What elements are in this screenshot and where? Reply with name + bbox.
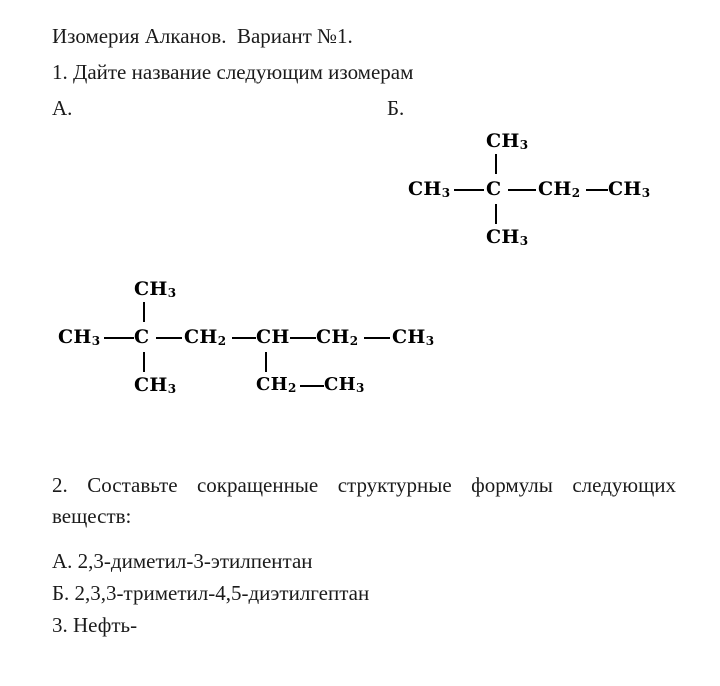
bond-vertical-bottom — [495, 204, 497, 224]
task-1-heading: 1. Дайте название следующим изомерам — [52, 60, 414, 84]
bond-a-h-6 — [300, 385, 324, 387]
bond-a-vertical-bottom-right — [265, 352, 267, 372]
bond-a-h-5 — [364, 337, 390, 339]
bond-h-1 — [454, 189, 484, 191]
task-3-heading: 3. Нефть- — [52, 613, 138, 637]
structure-b-chain-ch3-right: $CH_3$ — [608, 178, 651, 200]
structure-a — [50, 278, 470, 418]
structure-b — [400, 130, 690, 270]
bond-a-h-1 — [104, 337, 134, 339]
structure-a-chain-ch2-2: $CH_2$ — [316, 326, 359, 348]
page-title: Изомерия Алканов. Вариант №1. — [52, 24, 353, 48]
structure-a-chain-ch3-right: $CH_3$ — [392, 326, 435, 348]
structure-a-ethyl-ch3: $CH_3$ — [324, 374, 365, 395]
structure-a-chain-ch: CH — [256, 326, 290, 348]
structure-a-ethyl-ch2: $CH_2$ — [256, 374, 297, 395]
structure-b-chain-ch3-left: $CH_3$ — [408, 178, 451, 200]
bond-a-vertical-bottom-left — [143, 352, 145, 372]
structure-a-chain-ch2: $CH_2$ — [184, 326, 227, 348]
bond-a-h-3 — [232, 337, 256, 339]
bond-a-h-4 — [290, 337, 316, 339]
bond-h-3 — [586, 189, 608, 191]
task-2-item-a: А. 2,3-диметил-3-этилпентан — [52, 549, 313, 573]
structure-a-top-ch3: $CH_3$ — [134, 278, 177, 300]
structure-b-chain-ch2: $CH_2$ — [538, 178, 581, 200]
structure-a-chain-ch3-left: $CH_3$ — [58, 326, 101, 348]
bond-vertical-top — [495, 154, 497, 174]
label-b: Б. — [387, 96, 405, 120]
label-a: А. — [52, 96, 73, 120]
task-2-text: 2. Составьте сокращенные структурные формулы следующих веществ: — [52, 473, 676, 528]
structure-b-chain-c: C — [486, 178, 502, 200]
bond-h-2 — [508, 189, 536, 191]
structure-a-chain-c: C — [134, 326, 150, 348]
structure-b-bottom-ch3: $CH_3$ — [486, 226, 529, 248]
bond-a-h-2 — [156, 337, 182, 339]
bond-a-vertical-top — [143, 302, 145, 322]
structure-a-bottom-ch3: $CH_3$ — [134, 374, 177, 396]
task-2-item-b: Б. 2,3,3-триметил-4,5-диэтилгептан — [52, 581, 370, 605]
structure-b-top-ch3: $CH_3$ — [486, 130, 529, 152]
